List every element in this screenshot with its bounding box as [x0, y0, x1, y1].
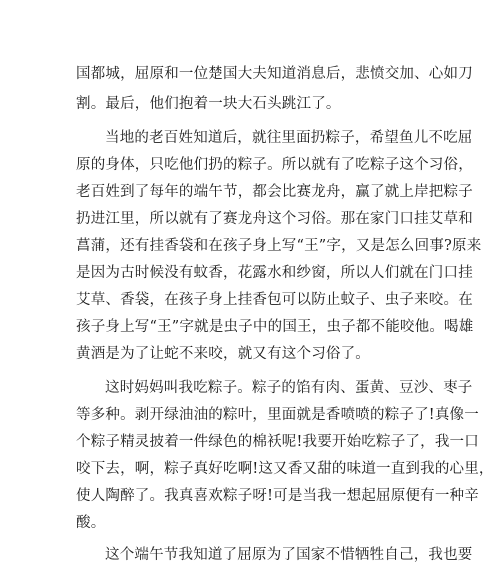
text-line: 原的身体，只吃他们扔的粽子。所以就有了吃粽子这个习俗，	[76, 157, 473, 173]
text-line: 这时妈妈叫我吃粽子。粽子的馅有肉、蛋黄、豆沙、枣子	[105, 380, 473, 396]
text-line: 菖蒲，还有挂香袋和在孩子身上写“王”字，又是怎么回事?原来	[76, 238, 482, 254]
text-line: 个粽子精灵披着一件绿色的棉袄呢!我要开始吃粽子了，我一口	[76, 434, 479, 450]
text-line: 割。最后，他们抱着一块大石头跳江了。	[76, 96, 341, 112]
text-line: 当地的老百姓知道后，就往里面扔粽子，希望鱼儿不吃屈	[105, 130, 473, 146]
text-line: 艾草、香袋，在孩子身上挂香包可以防止蚊子、虫子来咬。在	[76, 292, 473, 308]
text-line: 等多种。剥开绿油油的粽叶，里面就是香喷喷的粽子了!真像一	[76, 407, 479, 423]
text-line: 咬下去，啊，粽子真好吃啊!这又香又甜的味道一直到我的心里，	[76, 461, 494, 477]
text-line: 是因为古时候没有蚊香，花露水和纱窗，所以人们就在门口挂	[76, 265, 473, 281]
text-line: 黄酒是为了让蛇不来咬，就又有这个习俗了。	[76, 346, 370, 362]
text-line: 孩子身上写“王”字就是虫子中的国王，虫子都不能咬他。喝雄	[76, 319, 474, 335]
text-line: 使人陶醉了。我真喜欢粽子呀!可是当我一想起屈原便有一种辛	[76, 488, 479, 504]
text-line: 国都城，屈原和一位楚国大夫知道消息后，悲愤交加、心如刀	[76, 66, 473, 82]
text-line: 老百姓到了每年的端午节，都会比赛龙舟，赢了就上岸把粽子	[76, 184, 473, 200]
text-line: 这个端午节我知道了屈原为了国家不惜牺牲自己，我也要	[105, 547, 473, 563]
text-line: 扔进江里，所以就有了赛龙舟这个习俗。那在家门口挂艾草和	[76, 211, 473, 227]
text-line: 酸。	[76, 515, 106, 531]
